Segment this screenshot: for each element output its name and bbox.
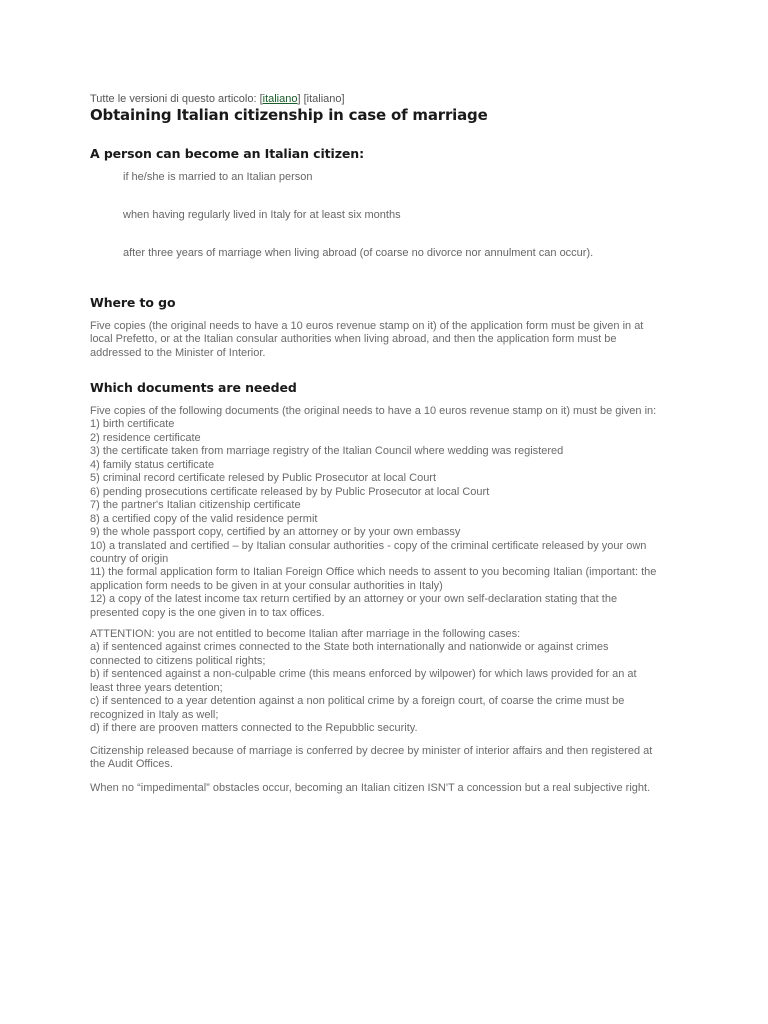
section-heading-documents: Which documents are needed — [90, 380, 297, 395]
document-item: 10) a translated and certified – by Italian consular authorities - copy of the criminal certificate released by your own — [90, 539, 647, 552]
attention-line: recognized in Italy as well; — [90, 708, 219, 721]
paragraph-line: Five copies (the original needs to have a 10 euros revenue stamp on it) of the application form must be given in at — [90, 320, 644, 332]
where-to-go-paragraph — [90, 320, 680, 360]
document-item: 11) the formal application form to Italian Foreign Office which needs to assent to you becoming Italian (important: the — [90, 566, 657, 579]
article-versions-line — [90, 93, 345, 105]
documents-intro: Five copies of the following documents (the original needs to have a 10 euros revenue stamp on it) must be given in: — [90, 405, 657, 417]
italiano-version-link[interactable]: italiano — [262, 93, 298, 105]
document-item: 3) the certificate taken from marriage registry of the Italian Council where wedding was registered — [90, 445, 564, 458]
decree-line: Citizenship released because of marriage is conferred by decree by minister of interior affairs and then registered at — [90, 745, 653, 757]
decree-line: the Audit Offices. — [90, 758, 173, 771]
condition-item-abroad: after three years of marriage when living abroad (of coarse no divorce nor annulment can occur). — [123, 247, 594, 259]
attention-paragraph — [90, 628, 680, 736]
document-item: presented copy is the one given in to tax offices. — [90, 606, 325, 619]
attention-line: ATTENTION: you are not entitled to become Italian after marriage in the following cases: — [90, 628, 521, 640]
document-item: country of origin — [90, 552, 169, 565]
document-item: 8) a certified copy of the valid residence permit — [90, 512, 318, 525]
attention-line: a) if sentenced against crimes connected to the State both internationally and nationwide or against crimes — [90, 641, 609, 654]
condition-item-married: if he/she is married to an Italian person — [123, 171, 313, 183]
attention-line: least three years detention; — [90, 681, 223, 694]
paragraph-line: local Prefetto, or at the Italian consular authorities when living abroad, and then the application form must be — [90, 333, 617, 346]
decree-paragraph — [90, 745, 680, 772]
document-item: 4) family status certificate — [90, 458, 215, 471]
document-item: 2) residence certificate — [90, 431, 201, 444]
closing-paragraph: When no “impedimental” obstacles occur, becoming an Italian citizen ISN'T a concession but a real subjective right. — [90, 782, 651, 794]
paragraph-line: addressed to the Minister of Interior. — [90, 346, 266, 359]
document-item: application form needs to be given in at your consular authorities in Italy) — [90, 579, 443, 592]
attention-line: connected to citizens political rights; — [90, 654, 266, 667]
document-item: 1) birth certificate — [90, 418, 175, 431]
document-item: 12) a copy of the latest income tax return certified by an attorney or your own self-declaration stating that the — [90, 593, 618, 606]
versions-prefix: Tutte le versioni di questo articolo: [ — [90, 93, 263, 105]
attention-line: b) if sentenced against a non-culpable crime (this means enforced by wilpower) for which laws provided for an at — [90, 668, 637, 681]
document-item: 7) the partner's Italian citizenship certificate — [90, 499, 301, 512]
section-heading-become-citizen: A person can become an Italian citizen: — [90, 146, 364, 161]
document-item: 6) pending prosecutions certificate released by by Public Prosecutor at local Court — [90, 485, 490, 498]
attention-line: d) if there are prooven matters connected to the Repubblic security. — [90, 722, 418, 735]
section-heading-where-to-go: Where to go — [90, 295, 176, 310]
attention-line: c) if sentenced to a year detention against a non political crime by a foreign court, of coarse the crime must be — [90, 695, 625, 708]
documents-list — [90, 405, 680, 620]
condition-item-residence: when having regularly lived in Italy for at least six months — [123, 209, 401, 221]
versions-suffix: ] [italiano] — [297, 93, 345, 105]
document-item: 5) criminal record certificate relesed by Public Prosecutor at local Court — [90, 472, 437, 485]
document-item: 9) the whole passport copy, certified by an attorney or by your own embassy — [90, 526, 461, 539]
page-title: Obtaining Italian citizenship in case of marriage — [90, 106, 488, 124]
